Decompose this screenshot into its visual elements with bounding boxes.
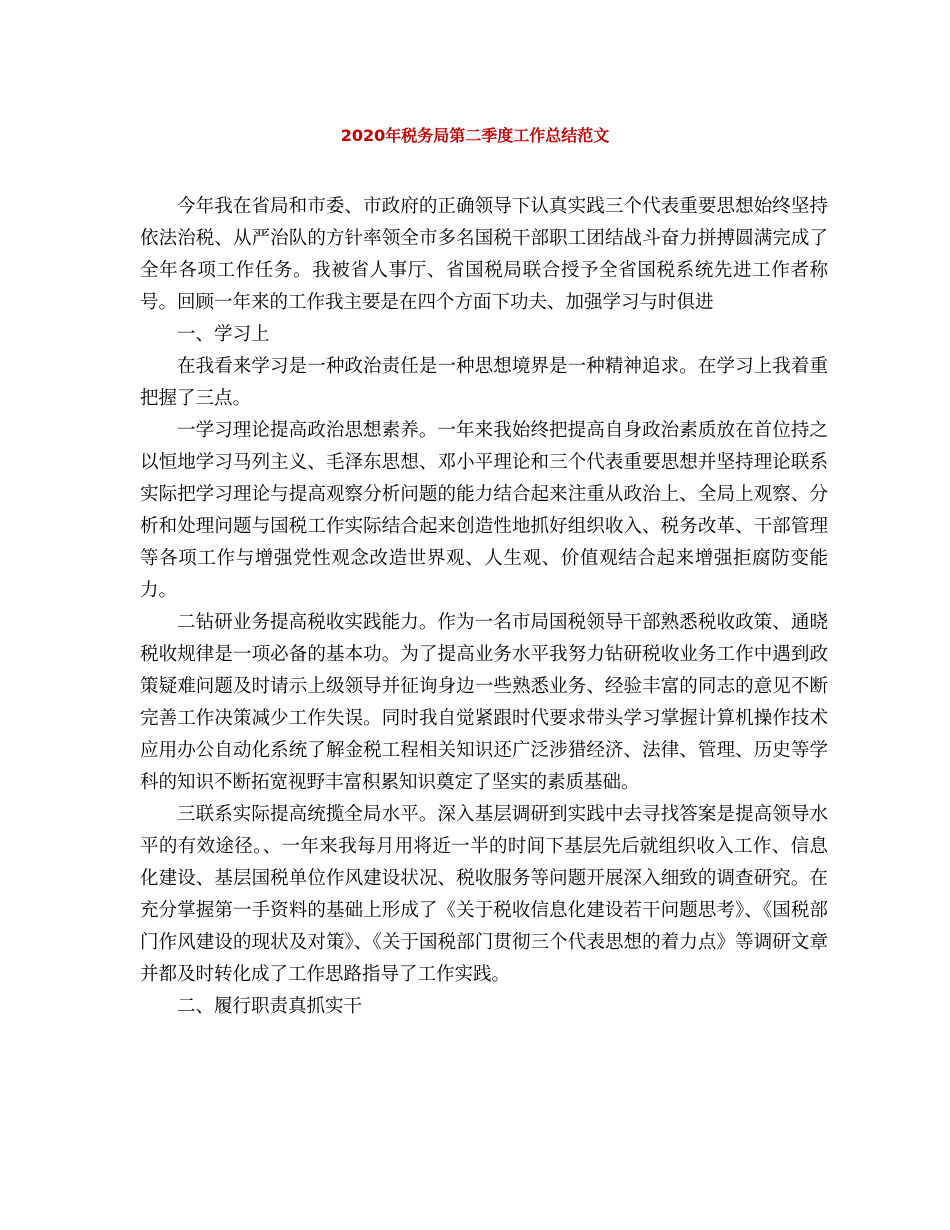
- section-heading-study: 一、学习上: [177, 324, 270, 345]
- paragraph-intro: 今年我在省局和市委、市政府的正确领导下认真实践三个代表重要思想始终坚持依法治税、从严治队的方针率领全市多名国税干部职工团结战斗奋力拼搏圆满完成了全年各项工作任务。我被省人事厅、省国税局联合授予全省国税系统先进工作者称号。回顾一年来的工作我主要是在四个方面下功夫、加强学习与时俱进: [140, 196, 828, 313]
- paragraph-point-three: 三联系实际提高统揽全局水平。深入基层调研到实践中去寻找答案是提高领导水平的有效途径。、一年来我每月用将近一半的时间下基层先后就组织收入工作、信息化建设、基层国税单位作风建设状况、税收服务等问题开展深入细致的调查研究。在充分掌握第一手资料的基础上形成了《关于税收信息化建设若干问题思考》、《国税部门作风建设的现状及对策》、《关于国税部门贯彻三个代表思想的着力点》等调研文章并都及时转化成了工作思路指导了工作实践。: [140, 804, 828, 985]
- paragraph-point-two: 二钻研业务提高税收实践能力。作为一名市局国税领导干部熟悉税收政策、通晓税收规律是一项必备的基本功。为了提高业务水平我努力钻研税收业务工作中遇到政策疑难问题及时请示上级领导并征询身边一些熟悉业务、经验丰富的同志的意见不断完善工作决策减少工作失误。同时我自觉紧跟时代要求带头学习掌握计算机操作技术应用办公自动化系统了解金税工程相关知识还广泛涉猎经济、法律、管理、历史等学科的知识不断拓宽视野丰富积累知识奠定了坚实的素质基础。: [140, 612, 828, 793]
- section-heading-duties: 二、履行职责真抓实干: [177, 996, 363, 1017]
- document-body: [140, 191, 828, 1023]
- document-title: 2020年税务局第二季度工作总结范文: [340, 126, 610, 145]
- paragraph-point-one: 一学习理论提高政治思想素养。一年来我始终把提高自身政治素质放在首位持之以恒地学习马列主义、毛泽东思想、邓小平理论和三个代表重要思想并坚持理论联系实际把学习理论与提高观察分析问题的能力结合起来注重从政治上、全局上观察、分析和处理问题与国税工作实际结合起来创造性地抓好组织收入、税务改革、干部管理等各项工作与增强党性观念改造世界观、人生观、价值观结合起来增强拒腐防变能力。: [140, 420, 828, 601]
- paragraph-study-overview: 在我看来学习是一种政治责任是一种思想境界是一种精神追求。在学习上我着重把握了三点。: [140, 356, 828, 409]
